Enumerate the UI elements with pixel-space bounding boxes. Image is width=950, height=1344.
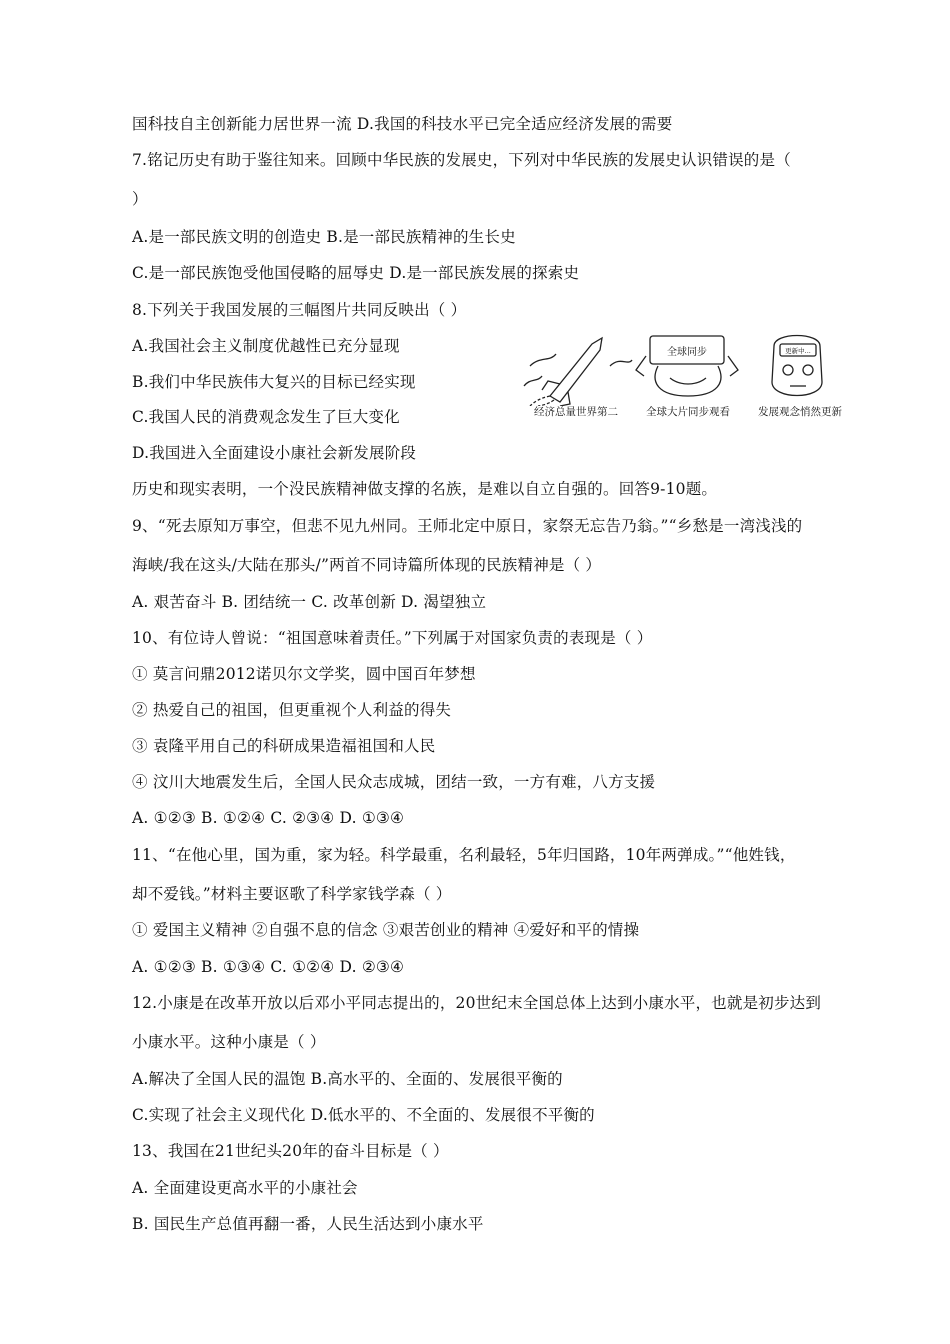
question-8: 8.下列关于我国发展的三幅图片共同反映出（ ）: [132, 301, 467, 319]
option-line: A.我国社会主义制度优越性已充分显现: [132, 337, 400, 355]
sign-text: 全球同步: [667, 347, 707, 358]
caption-economy: 经济总量世界第二: [534, 406, 618, 418]
text-line: ② 热爱自己的祖国，但更重视个人利益的得失: [132, 701, 452, 719]
question-10: 10、有位诗人曾说：“祖国意味着责任。”下列属于对国家负责的表现是（ ）: [132, 629, 653, 647]
screen-text: 更新中...: [785, 347, 811, 355]
option-line: A. 艰苦奋斗 B. 团结统一 C. 改革创新 D. 渴望独立: [132, 593, 487, 611]
three-cartoons-figure: [520, 326, 850, 426]
text-line: 小康水平。这种小康是（ ）: [132, 1033, 326, 1051]
option-line: A. ①②③ B. ①②④ C. ②③④ D. ①③④: [132, 809, 405, 827]
option-line: C.实现了社会主义现代化 D.低水平的、不全面的、发展很不平衡的: [132, 1106, 595, 1124]
tv-cartoon: [636, 336, 738, 396]
text-line: ① 爱国主义精神 ②自强不息的信念 ③艰苦创业的精神 ④爱好和平的情操: [132, 921, 640, 939]
question-12: 12.小康是在改革开放以后邓小平同志提出的，20世纪末全国总体上达到小康水平，也就是初步达到: [132, 994, 822, 1012]
question-11: 11、“在他心里，国为重，家为轻。科学最重，名利最轻，5年归国路，10年两弹成。”“他姓钱，: [132, 846, 796, 864]
text-line: ① 莫言问鼎2012诺贝尔文学奖，圆中国百年梦想: [132, 665, 476, 683]
caption-new-concept: 发展观念悄然更新: [758, 406, 842, 418]
text-line: ④ 汶川大地震发生后，全国人民众志成城，团结一致，一方有难，八方支援: [132, 773, 656, 791]
option-line: B.我们中华民族伟大复兴的目标已经实现: [132, 373, 416, 391]
question-7: 7.铭记历史有助于鉴往知来。回顾中华民族的发展史，下列对中华民族的发展史认识错误的是（: [132, 151, 791, 169]
text-line: 国科技自主创新能力居世界一流 D.我国的科技水平已完全适应经济发展的需要: [132, 115, 673, 133]
text-line: ）: [132, 190, 148, 208]
option-line: A. 全面建设更高水平的小康社会: [132, 1179, 358, 1197]
option-line: A.是一部民族文明的创造史 B.是一部民族精神的生长史: [132, 228, 516, 246]
question-9: 9、“死去原知万事空，但悲不见九州同。王师北定中原日，家祭无忘告乃翁。”“乡愁是一湾浅浅的: [132, 517, 803, 535]
rocket-cartoon: [524, 338, 632, 406]
option-line: A.解决了全国人民的温饱 B.高水平的、全面的、发展很平衡的: [132, 1070, 563, 1088]
text-line: ③ 袁隆平用自己的科研成果造福祖国和人民: [132, 737, 436, 755]
option-line: D.我国进入全面建设小康社会新发展阶段: [132, 444, 417, 462]
text-line: 历史和现实表明，一个没民族精神做支撑的名族，是难以自立自强的。回答9-10题。: [132, 480, 718, 498]
head-cartoon: [772, 336, 822, 396]
caption-global-sync: 全球大片同步观看: [646, 406, 730, 418]
option-line: C.我国人民的消费观念发生了巨大变化: [132, 408, 400, 426]
text-line: 却不爱钱。”材料主要讴歌了科学家钱学森（ ）: [132, 885, 452, 903]
option-line: C.是一部民族饱受他国侵略的屈辱史 D.是一部民族发展的探索史: [132, 264, 580, 282]
cartoons-illustration: [520, 326, 850, 406]
option-line: B. 国民生产总值再翻一番，人民生活达到小康水平: [132, 1215, 484, 1233]
option-line: A. ①②③ B. ①③④ C. ①②④ D. ②③④: [132, 958, 405, 976]
question-13: 13、我国在21世纪头20年的奋斗目标是（ ）: [132, 1142, 449, 1160]
text-line: 海峡/我在这头/大陆在那头/”两首不同诗篇所体现的民族精神是（ ）: [132, 556, 602, 574]
